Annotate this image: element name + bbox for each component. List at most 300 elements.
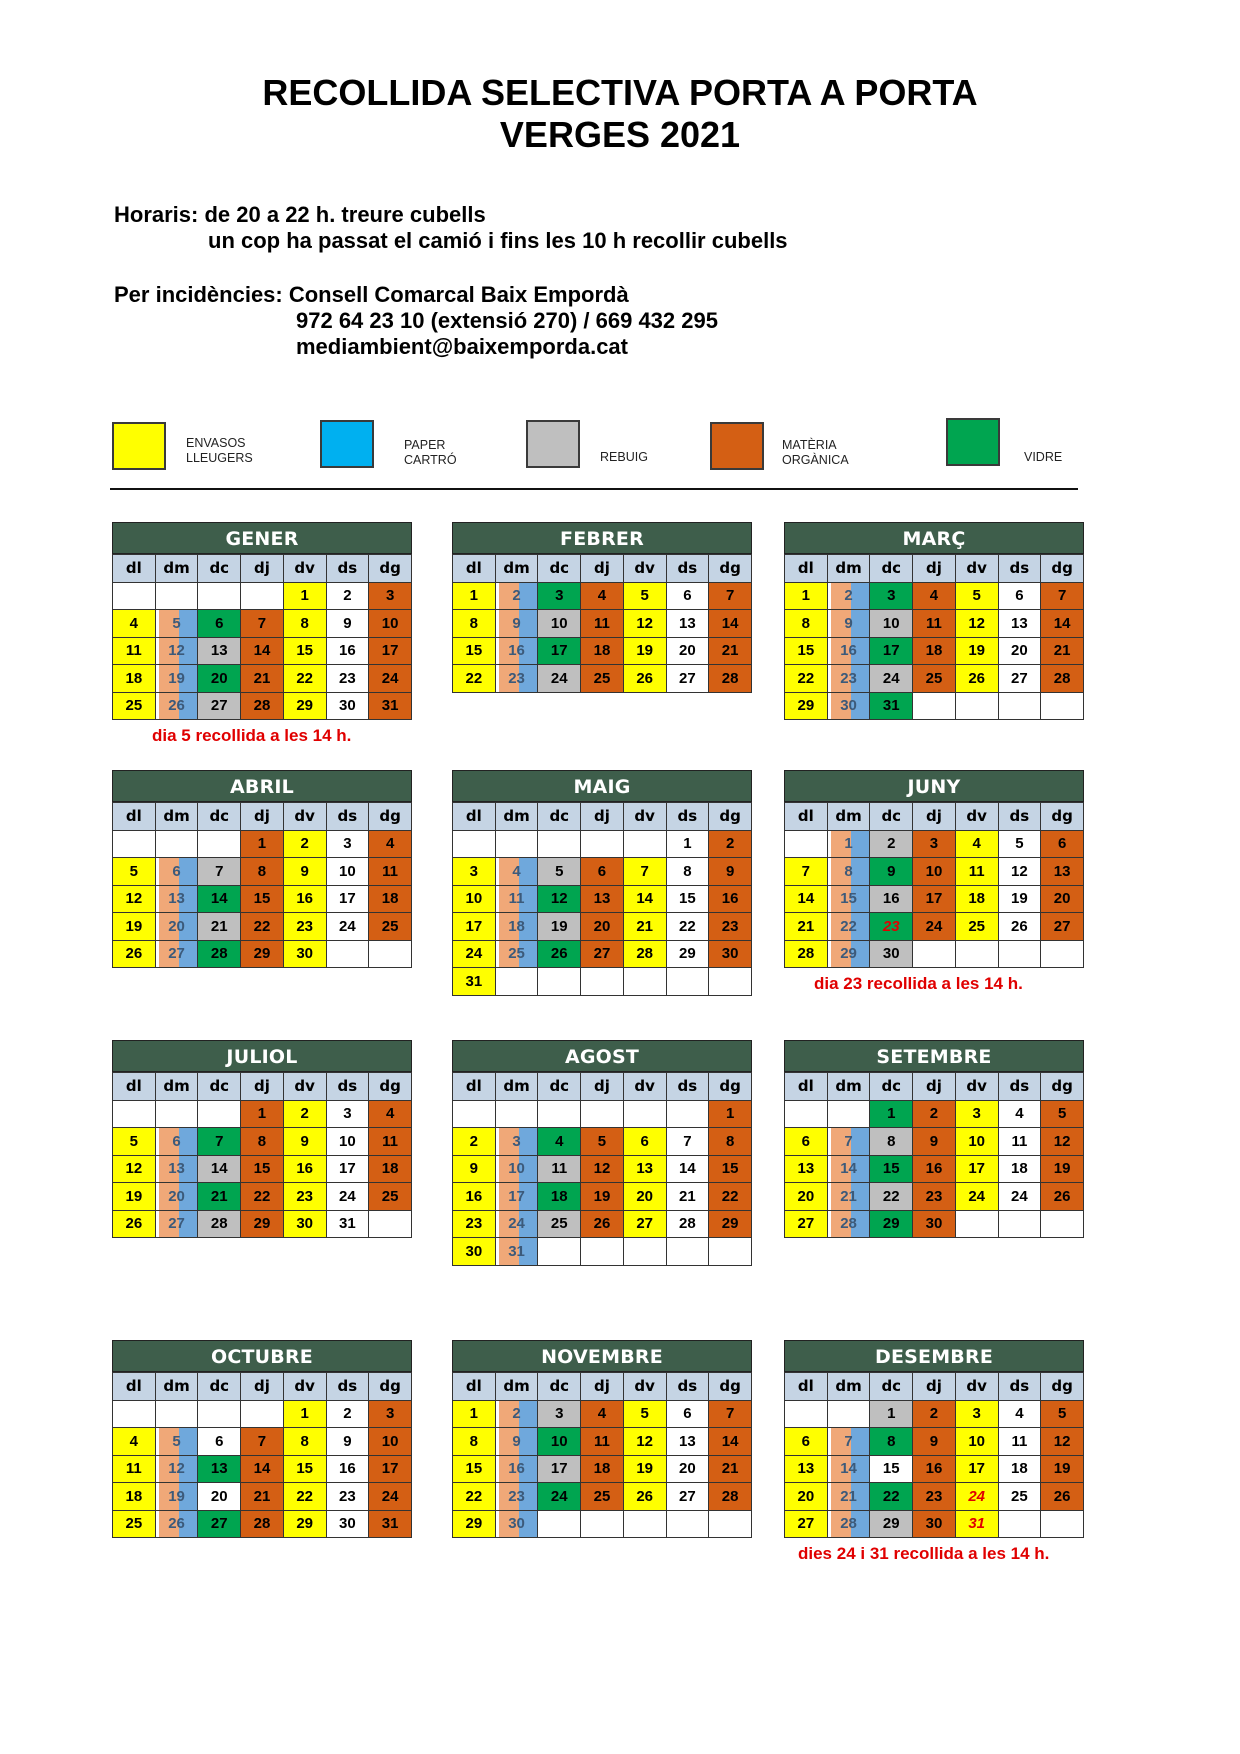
day-cell [827,1183,870,1211]
day-cell [538,1100,581,1128]
day-cell: 2 [913,1400,956,1428]
day-cell: 20 [998,637,1041,665]
day-cell: 14 [241,1455,284,1483]
day-cell [155,665,198,693]
week-row [785,1400,1084,1428]
day-cell [581,968,624,996]
day-cell: 2 [283,830,326,858]
day-cell: 8 [666,858,709,886]
day-cell: 26 [623,665,666,693]
day-cell: 13 [1041,858,1084,886]
month-title: JULIOL [112,1040,412,1072]
day-cell: 24 [326,913,369,941]
weekday-header: dl [785,555,828,583]
day-cell: 18 [998,1455,1041,1483]
day-cell [241,1400,284,1428]
day-cell: 16 [453,1183,496,1211]
day-cell: 31 [955,1510,998,1538]
day-cell: 27 [785,1510,828,1538]
day-cell [155,1483,198,1511]
day-cell: 9 [326,1428,369,1456]
weekday-header: dg [1041,803,1084,831]
week-row [453,1428,752,1456]
day-number: 20 [168,1187,185,1205]
day-cell: 10 [538,610,581,638]
day-cell: 22 [709,1183,752,1211]
day-cell: 8 [241,858,284,886]
week-row [453,940,752,968]
day-cell: 16 [283,1155,326,1183]
day-cell: 30 [870,940,913,968]
day-cell: 23 [453,1210,496,1238]
month-title: FEBRER [452,522,752,554]
day-cell: 12 [1041,1128,1084,1156]
day-cell: 12 [581,1155,624,1183]
day-cell: 18 [369,1155,412,1183]
day-number: 30 [840,697,857,715]
day-number: 23 [508,1487,525,1505]
day-cell [495,1483,538,1511]
week-row [453,858,752,886]
day-cell: 4 [581,1400,624,1428]
day-cell [369,940,412,968]
day-cell: 14 [241,637,284,665]
month-table [452,1372,752,1538]
day-number: 18 [508,917,525,935]
day-cell [495,637,538,665]
day-cell: 13 [666,610,709,638]
day-cell: 21 [623,913,666,941]
day-cell: 21 [241,665,284,693]
week-row [113,582,412,610]
week-row [113,858,412,886]
weekday-header: dj [241,555,284,583]
day-cell: 30 [453,1238,496,1266]
paper-strip [179,858,197,885]
day-cell [495,1155,538,1183]
day-cell: 5 [113,858,156,886]
weekday-header: dg [369,555,412,583]
day-cell [785,1400,828,1428]
day-number: 24 [508,1215,525,1233]
day-cell: 15 [283,637,326,665]
day-cell [155,692,198,720]
day-cell: 17 [538,637,581,665]
week-row [453,1455,752,1483]
day-cell: 31 [369,692,412,720]
day-cell [538,1510,581,1538]
day-cell: 13 [198,1455,241,1483]
day-cell [998,1510,1041,1538]
day-cell: 8 [870,1428,913,1456]
day-cell: 23 [283,1183,326,1211]
day-cell: 14 [709,610,752,638]
day-number: 27 [168,945,185,963]
day-cell: 1 [709,1100,752,1128]
week-row [453,830,752,858]
day-cell [495,1428,538,1456]
paper-strip [519,583,537,610]
day-number: 13 [168,890,185,908]
day-cell: 14 [198,885,241,913]
day-cell: 7 [709,582,752,610]
day-cell: 5 [538,858,581,886]
day-cell [155,830,198,858]
day-cell [155,582,198,610]
month-title: MARÇ [784,522,1084,554]
day-cell: 19 [581,1183,624,1211]
week-row [453,1238,752,1266]
week-row [785,637,1084,665]
day-cell: 3 [538,582,581,610]
day-cell: 29 [666,940,709,968]
day-cell: 29 [870,1510,913,1538]
day-cell [495,1400,538,1428]
day-cell: 4 [369,830,412,858]
weekday-header: dc [198,1373,241,1401]
day-cell: 16 [913,1155,956,1183]
day-cell [155,1428,198,1456]
day-cell [495,1510,538,1538]
day-cell: 18 [581,1455,624,1483]
day-cell: 14 [1041,610,1084,638]
day-cell: 24 [326,1183,369,1211]
day-cell: 23 [326,1483,369,1511]
week-row [113,610,412,638]
day-cell: 18 [581,637,624,665]
day-cell: 28 [623,940,666,968]
day-cell: 28 [241,692,284,720]
week-row [113,1100,412,1128]
month-title: OCTUBRE [112,1340,412,1372]
day-number: 2 [512,587,521,605]
week-row [453,1128,752,1156]
day-cell: 10 [538,1428,581,1456]
day-cell [155,940,198,968]
weekday-header: dc [198,1073,241,1101]
day-cell: 25 [113,692,156,720]
day-cell: 26 [998,913,1041,941]
day-cell [198,1400,241,1428]
day-cell: 8 [241,1128,284,1156]
day-cell: 3 [369,1400,412,1428]
day-cell: 19 [113,1183,156,1211]
day-number: 17 [508,1187,525,1205]
month-setembre [784,1040,1084,1238]
day-cell: 12 [113,1155,156,1183]
weekday-header: dj [913,1073,956,1101]
day-cell: 22 [283,665,326,693]
day-number: 21 [840,1187,857,1205]
day-number: 13 [168,1160,185,1178]
day-cell: 22 [870,1183,913,1211]
day-cell [113,1400,156,1428]
day-cell: 19 [538,913,581,941]
day-cell: 17 [453,913,496,941]
day-cell: 22 [666,913,709,941]
day-cell: 8 [453,610,496,638]
month-febrer [452,522,752,693]
day-cell: 26 [581,1210,624,1238]
day-cell: 22 [241,1183,284,1211]
day-cell [495,582,538,610]
day-cell: 23 [913,1483,956,1511]
legend-envasos-label: ENVASOS LLEUGERS [186,436,253,465]
day-cell [495,830,538,858]
day-cell: 6 [581,858,624,886]
day-cell [623,968,666,996]
day-cell [113,1100,156,1128]
day-cell [709,968,752,996]
weekday-header: dl [453,1373,496,1401]
weekday-header: dv [283,1373,326,1401]
weekday-header: dl [113,803,156,831]
day-cell [785,1100,828,1128]
day-cell: 1 [453,1400,496,1428]
day-cell: 7 [198,1128,241,1156]
day-cell: 24 [369,665,412,693]
weekday-header: dl [785,1373,828,1401]
schedule-line-1: Horaris: de 20 a 22 h. treure cubells [114,202,486,227]
day-cell [113,830,156,858]
week-row [785,1510,1084,1538]
day-cell: 13 [623,1155,666,1183]
weekday-header: dm [827,1073,870,1101]
day-cell: 13 [785,1455,828,1483]
day-cell: 19 [1041,1155,1084,1183]
week-row [453,582,752,610]
day-cell: 2 [913,1100,956,1128]
weekday-header: dv [955,555,998,583]
day-number: 5 [172,1432,181,1450]
weekday-header: dm [155,803,198,831]
weekday-header: ds [326,1373,369,1401]
day-cell: 29 [241,940,284,968]
day-cell: 13 [785,1155,828,1183]
weekday-header: dm [827,555,870,583]
contact-email: mediambient@baixemporda.cat [296,334,628,359]
month-desembre [784,1340,1084,1538]
weekday-header: dl [113,1073,156,1101]
weekday-header: dm [155,1373,198,1401]
day-cell: 16 [283,885,326,913]
day-cell: 13 [998,610,1041,638]
day-cell [827,913,870,941]
day-cell: 18 [913,637,956,665]
month-octubre [112,1340,412,1538]
week-row [785,830,1084,858]
weekday-header: dl [453,555,496,583]
day-cell: 26 [1041,1483,1084,1511]
day-number: 2 [512,1405,521,1423]
month-note: dia 23 recollida a les 14 h. [814,974,1023,993]
day-cell [666,1238,709,1266]
day-cell: 11 [581,610,624,638]
month-title: AGOST [452,1040,752,1072]
day-number: 14 [840,1460,857,1478]
month-juny [784,770,1084,968]
day-cell: 17 [913,885,956,913]
week-row [113,1210,412,1238]
day-cell: 15 [241,1155,284,1183]
day-cell [1041,1510,1084,1538]
day-cell: 7 [709,1400,752,1428]
weekday-header: dj [241,1073,284,1101]
day-cell: 28 [666,1210,709,1238]
day-number: 9 [844,614,853,632]
day-cell: 1 [283,582,326,610]
day-cell [827,1400,870,1428]
day-cell: 5 [998,830,1041,858]
paper-strip [519,1401,537,1428]
day-cell: 29 [785,692,828,720]
day-cell: 6 [785,1128,828,1156]
day-cell: 3 [326,1100,369,1128]
day-cell: 8 [283,1428,326,1456]
month-maig [452,770,752,996]
paper-strip [851,1128,869,1155]
day-cell: 31 [870,692,913,720]
weekday-header: dc [198,803,241,831]
day-cell: 29 [241,1210,284,1238]
weekday-header: dg [709,1373,752,1401]
day-cell [155,1400,198,1428]
month-table [452,802,752,996]
day-cell [495,665,538,693]
day-cell: 10 [326,858,369,886]
weekday-header: dm [495,1373,538,1401]
day-cell [495,885,538,913]
month-title: JUNY [784,770,1084,802]
week-row [453,1483,752,1511]
day-number: 1 [844,835,853,853]
day-cell [155,1155,198,1183]
day-cell: 3 [955,1100,998,1128]
day-cell: 4 [955,830,998,858]
day-cell: 8 [453,1428,496,1456]
week-row [785,1455,1084,1483]
day-cell: 18 [369,885,412,913]
day-cell: 24 [369,1483,412,1511]
day-number: 25 [508,945,525,963]
day-cell [827,692,870,720]
day-cell: 17 [955,1455,998,1483]
day-cell: 20 [198,665,241,693]
month-juliol [112,1040,412,1238]
week-row [785,1210,1084,1238]
day-cell: 16 [709,885,752,913]
day-cell: 28 [785,940,828,968]
day-cell [198,830,241,858]
week-row [785,1483,1084,1511]
paper-strip [179,1128,197,1155]
day-cell [155,1210,198,1238]
day-cell: 4 [581,582,624,610]
week-row [785,940,1084,968]
week-row [453,610,752,638]
day-cell: 2 [326,1400,369,1428]
day-cell [155,637,198,665]
day-cell [581,1510,624,1538]
weekday-header: dj [581,803,624,831]
day-cell: 26 [538,940,581,968]
weekday-header: dc [870,555,913,583]
day-cell: 24 [538,665,581,693]
day-cell [955,692,998,720]
weekday-header: dl [113,1373,156,1401]
month-table [784,1072,1084,1238]
day-cell [198,582,241,610]
day-number: 10 [508,1160,525,1178]
day-cell [155,1128,198,1156]
weekday-header: ds [326,555,369,583]
week-row [453,968,752,996]
week-row [113,1155,412,1183]
week-row [113,665,412,693]
day-cell: 22 [870,1483,913,1511]
weekday-header: dc [870,1073,913,1101]
week-row [785,582,1084,610]
day-number: 16 [508,1460,525,1478]
week-row [453,913,752,941]
month-table [784,802,1084,968]
weekday-header: ds [998,803,1041,831]
week-row [113,830,412,858]
day-cell [827,1455,870,1483]
day-number: 7 [844,1432,853,1450]
day-cell: 10 [326,1128,369,1156]
paper-strip [851,831,869,858]
month-title: SETEMBRE [784,1040,1084,1072]
day-cell: 24 [998,1183,1041,1211]
day-cell: 3 [913,830,956,858]
weekday-header: dl [785,803,828,831]
contact-phone: 972 64 23 10 (extensió 270) / 669 432 295 [296,308,718,333]
day-cell: 24 [955,1183,998,1211]
paper-strip [851,858,869,885]
day-number: 8 [844,862,853,880]
day-cell [369,1210,412,1238]
weekday-header: dm [495,1073,538,1101]
day-cell: 10 [955,1428,998,1456]
weekday-header: dv [623,1073,666,1101]
day-cell: 25 [998,1483,1041,1511]
month-table [112,1372,412,1538]
day-cell [827,610,870,638]
day-cell: 20 [785,1183,828,1211]
day-cell: 18 [538,1183,581,1211]
weekday-header: dl [453,803,496,831]
day-cell: 4 [913,582,956,610]
day-cell: 12 [113,885,156,913]
day-cell: 3 [870,582,913,610]
day-cell [495,913,538,941]
day-cell: 19 [998,885,1041,913]
day-cell: 28 [709,665,752,693]
day-cell: 31 [326,1210,369,1238]
day-cell [827,858,870,886]
day-cell: 11 [369,858,412,886]
day-cell: 25 [369,1183,412,1211]
day-cell: 7 [785,858,828,886]
day-cell: 21 [709,1455,752,1483]
weekday-header: dm [155,1073,198,1101]
page-subtitle: VERGES 2021 [499,114,741,155]
paper-strip [519,858,537,885]
day-cell [827,1100,870,1128]
day-cell: 20 [198,1483,241,1511]
weekday-header: dg [709,1073,752,1101]
